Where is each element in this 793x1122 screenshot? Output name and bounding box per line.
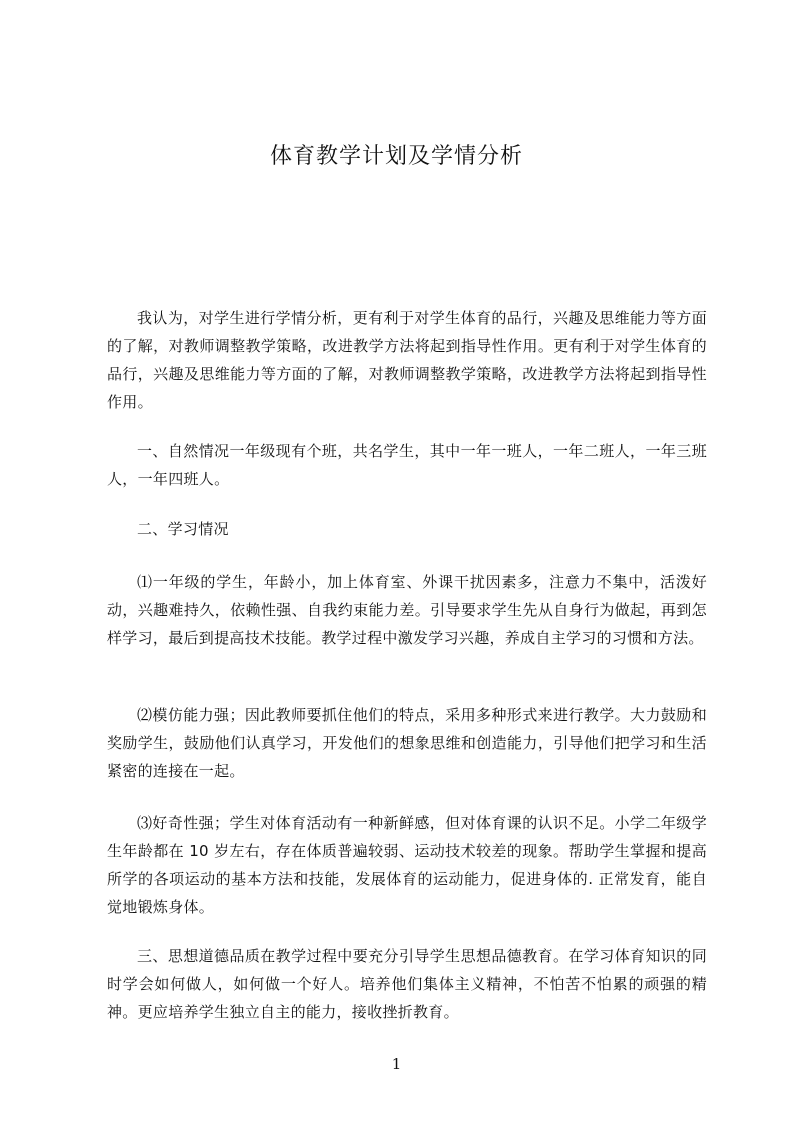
learning-item-1: ⑴一年级的学生，年龄小，加上体育室、外课干扰因素多，注意力不集中，活泼好动，兴趣难持久，依赖性强、自我约束能力差。引导要求学生先从自身行为做起，再到怎样学习，最后到提高技术技能。教学过程中激发学习兴趣，养成自主学习的习惯和方法。 bbox=[107, 573, 707, 647]
learning-item-3: ⑶好奇性强；学生对体育活动有一种新鲜感，但对体育课的认识不足。小学二年级学生年龄都在 10 岁左右，存在体质普遍较弱、运动技术较差的现象。帮助学生掌握和提高所学的各项运动的基本方法和技能，发展体育的运动能力，促进身体的. 正常发育，能自觉地锻炼身体。 bbox=[107, 814, 707, 916]
intro-paragraph: 我认为，对学生进行学情分析，更有利于对学生体育的品行，兴趣及思维能力等方面的了解，对教师调整教学策略，改进教学方法将起到指导性作用。更有利于对学生体育的品行，兴趣及思维能力等方面的了解，对教师调整教学策略，改进教学方法将起到指导性作用。 bbox=[107, 309, 707, 411]
page-number: 1 bbox=[391, 1055, 402, 1073]
section-three-paragraph: 三、思想道德品质在教学过程中要充分引导学生思想品德教育。在学习体育知识的同时学会如何做人，如何做一个好人。培养他们集体主义精神，不怕苦不怕累的顽强的精神。更应培养学生独立自主的能力，接收挫折教育。 bbox=[107, 947, 707, 1021]
document-title: 体育教学计划及学情分析 bbox=[269, 144, 523, 169]
section-two-heading: 二、学习情况 bbox=[137, 520, 229, 538]
learning-item-2: ⑵模仿能力强；因此教师要抓住他们的特点，采用多种形式来进行教学。大力鼓励和奖励学生，鼓励他们认真学习，开发他们的想象思维和创造能力，引导他们把学习和生活紧密的连接在一起。 bbox=[107, 706, 707, 780]
section-one-paragraph: 一、自然情况一年级现有个班，共名学生，其中一年一班人，一年二班人，一年三班人，一年四班人。 bbox=[107, 442, 707, 488]
